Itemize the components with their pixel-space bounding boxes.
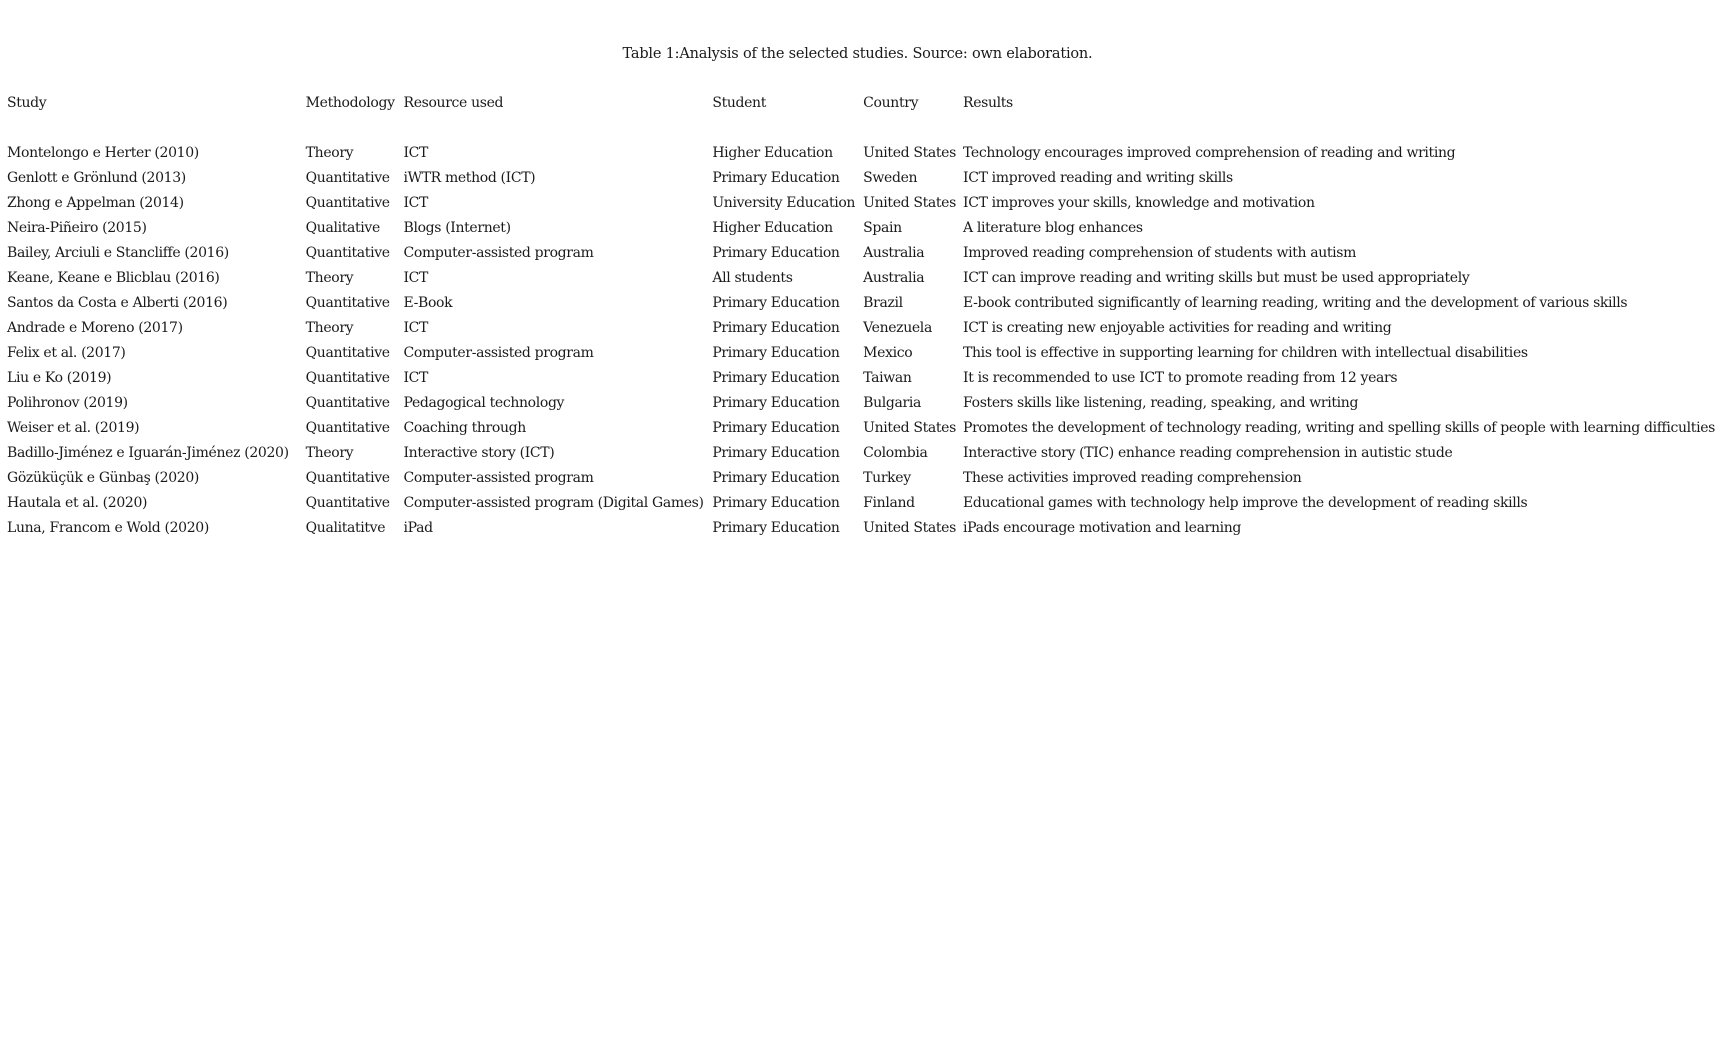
cell-resource-used: ICT [403,145,429,161]
cell-country: Spain [863,220,902,236]
cell-student: Primary Education [712,420,840,436]
table-row [7,295,1715,320]
table-row [7,195,1715,220]
cell-results: Improved reading comprehension of students with autism [963,245,1357,261]
table-row [7,495,1715,520]
table-caption: Table 1:Analysis of the selected studies. Source: own elaboration. [622,46,1093,62]
cell-student: Primary Education [712,245,840,261]
cell-methodology: Quantitative [305,245,390,261]
cell-results: E-book contributed significantly of learning reading, writing and the development of various skills [963,295,1628,311]
cell-results: It is recommended to use ICT to promote reading from 12 years [963,370,1398,386]
table-body [7,145,1715,545]
cell-resource-used: Pedagogical technology [403,395,565,411]
cell-methodology: Quantitative [305,195,390,211]
cell-study: Genlott e Grönlund (2013) [7,170,186,186]
cell-resource-used: Blogs (Internet) [403,220,511,236]
cell-study: Santos da Costa e Alberti (2016) [7,295,228,311]
table-row [7,170,1715,195]
cell-resource-used: Interactive story (ICT) [403,445,555,461]
table-row [7,245,1715,270]
cell-student: Primary Education [712,470,840,486]
cell-country: Australia [863,270,925,286]
cell-study: Andrade e Moreno (2017) [7,320,183,336]
cell-results: iPads encourage motivation and learning [963,520,1242,536]
table-row [7,220,1715,245]
cell-methodology: Quantitative [305,345,390,361]
cell-student: Primary Education [712,295,840,311]
cell-methodology: Theory [305,445,354,461]
column-header-country: Country [863,95,919,111]
cell-results: Fosters skills like listening, reading, speaking, and writing [963,395,1359,411]
cell-results: A literature blog enhances [963,220,1143,236]
cell-student: Primary Education [712,445,840,461]
cell-country: United States [863,195,956,211]
cell-study: Neira-Piñeiro (2015) [7,220,147,236]
cell-methodology: Quantitative [305,495,390,511]
cell-resource-used: ICT [403,370,429,386]
cell-country: Finland [863,495,915,511]
cell-country: Sweden [863,170,918,186]
studies-table [7,95,1715,545]
cell-country: Bulgaria [863,395,921,411]
cell-country: Turkey [863,470,911,486]
cell-study: Montelongo e Herter (2010) [7,145,199,161]
cell-methodology: Theory [305,145,354,161]
cell-methodology: Qualitative [305,220,380,236]
table-row [7,145,1715,170]
cell-results: ICT is creating new enjoyable activities for reading and writing [963,320,1392,336]
cell-results: ICT improves your skills, knowledge and motivation [963,195,1315,211]
cell-country: Venezuela [863,320,932,336]
table-row [7,395,1715,420]
cell-methodology: Quantitative [305,395,390,411]
cell-study: Weiser et al. (2019) [7,420,140,436]
cell-country: United States [863,520,956,536]
cell-results: ICT can improve reading and writing skills but must be used appropriately [963,270,1470,286]
cell-student: Higher Education [712,220,833,236]
cell-study: Keane, Keane e Blicblau (2016) [7,270,220,286]
cell-resource-used: Computer-assisted program [403,345,594,361]
table-header-row [7,95,1715,145]
cell-results: This tool is effective in supporting learning for children with intellectual disabilities [963,345,1528,361]
table-row [7,470,1715,495]
cell-study: Polihronov (2019) [7,395,128,411]
cell-methodology: Quantitative [305,370,390,386]
cell-resource-used: ICT [403,320,429,336]
cell-study: Bailey, Arciuli e Stancliffe (2016) [7,245,229,261]
cell-results: These activities improved reading comprehension [963,470,1302,486]
cell-results: Technology encourages improved comprehension of reading and writing [963,145,1456,161]
cell-country: United States [863,420,956,436]
cell-study: Hautala et al. (2020) [7,495,148,511]
cell-resource-used: iWTR method (ICT) [403,170,536,186]
cell-student: Primary Education [712,520,840,536]
cell-study: Gözüküçük e Günbaş (2020) [7,470,199,486]
cell-study: Felix et al. (2017) [7,345,126,361]
column-header-student: Student [712,95,767,111]
cell-student: Primary Education [712,170,840,186]
table-row [7,445,1715,470]
cell-methodology: Quantitative [305,420,390,436]
cell-study: Badillo-Jiménez e Iguarán-Jiménez (2020) [7,445,289,461]
cell-results: Educational games with technology help improve the development of reading skills [963,495,1528,511]
cell-student: Primary Education [712,395,840,411]
table-row [7,345,1715,370]
column-header-results: Results [963,95,1013,111]
cell-country: Colombia [863,445,928,461]
cell-methodology: Quantitative [305,170,390,186]
cell-student: Primary Education [712,370,840,386]
cell-study: Luna, Francom e Wold (2020) [7,520,209,536]
column-header-study: Study [7,95,47,111]
cell-resource-used: Coaching through [403,420,526,436]
cell-methodology: Qualitatitve [305,520,386,536]
cell-resource-used: Computer-assisted program (Digital Games) [403,495,704,511]
cell-resource-used: ICT [403,195,429,211]
cell-methodology: Theory [305,320,354,336]
table-row [7,420,1715,445]
cell-country: Mexico [863,345,913,361]
cell-country: Australia [863,245,925,261]
table-row [7,370,1715,395]
table-row [7,270,1715,295]
cell-results: Interactive story (TIC) enhance reading comprehension in autistic stude [963,445,1453,461]
cell-results: Promotes the development of technology reading, writing and spelling skills of people with learning difficulties [963,420,1715,436]
cell-student: University Education [712,195,856,211]
cell-resource-used: ICT [403,270,429,286]
cell-results: ICT improved reading and writing skills [963,170,1233,186]
cell-resource-used: Computer-assisted program [403,470,594,486]
cell-resource-used: iPad [403,520,433,536]
cell-methodology: Quantitative [305,295,390,311]
cell-resource-used: E-Book [403,295,453,311]
cell-student: Higher Education [712,145,833,161]
table-row [7,320,1715,345]
cell-study: Liu e Ko (2019) [7,370,112,386]
cell-student: Primary Education [712,320,840,336]
cell-study: Zhong e Appelman (2014) [7,195,184,211]
cell-student: Primary Education [712,345,840,361]
cell-methodology: Theory [305,270,354,286]
cell-country: Brazil [863,295,903,311]
column-header-methodology: Methodology [305,95,395,111]
cell-resource-used: Computer-assisted program [403,245,594,261]
table-row [7,520,1715,545]
cell-student: Primary Education [712,495,840,511]
cell-student: All students [712,270,793,286]
column-header-resource-used: Resource used [403,95,504,111]
cell-country: Taiwan [863,370,912,386]
cell-methodology: Quantitative [305,470,390,486]
cell-country: United States [863,145,956,161]
